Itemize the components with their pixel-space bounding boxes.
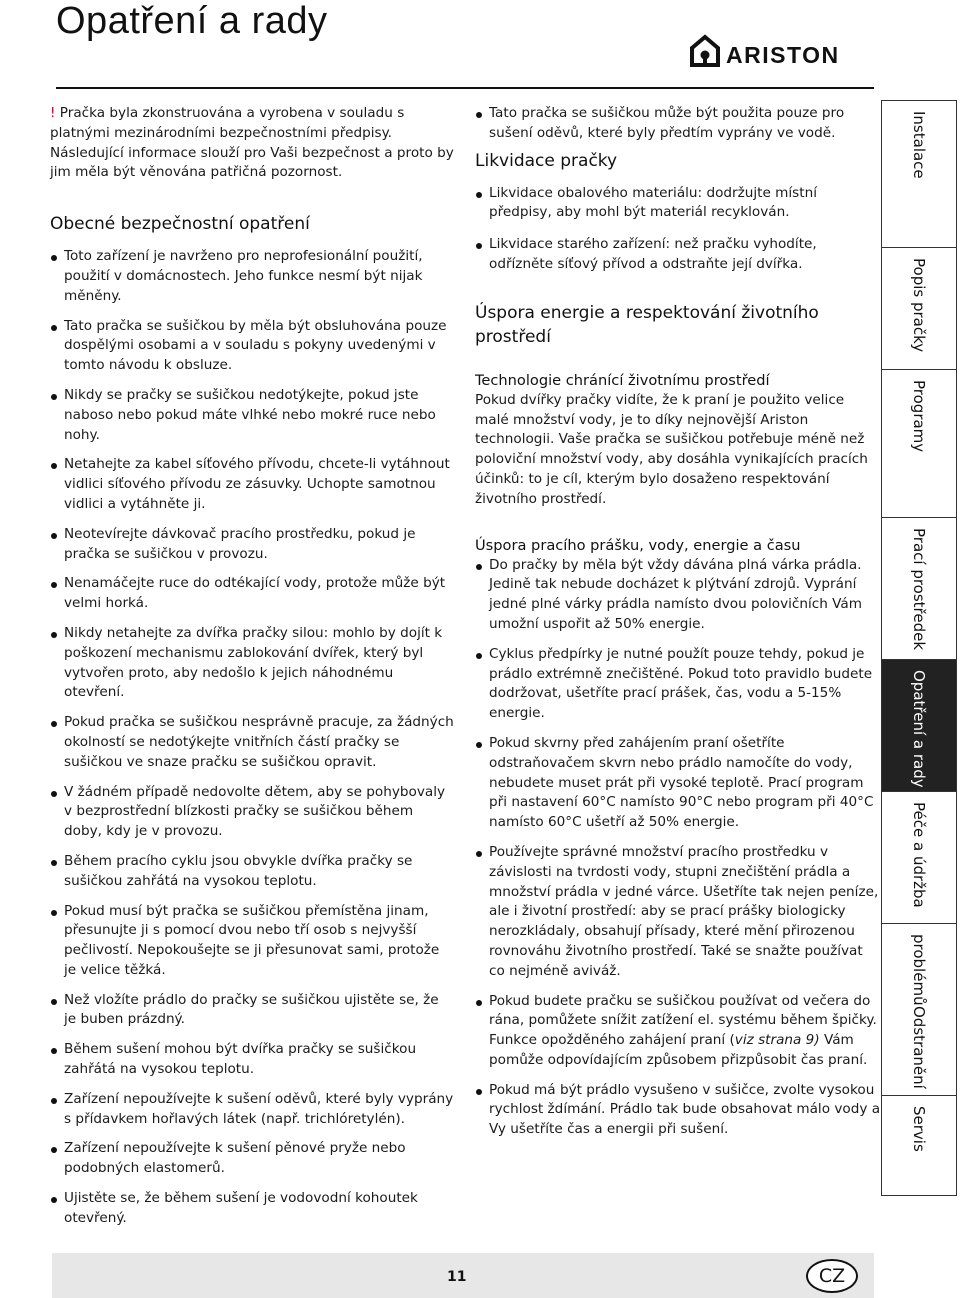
page-title: Opatření a rady	[56, 0, 328, 42]
house-logo-icon	[688, 34, 874, 68]
list-item: Pokud má být prádlo vysušeno v sušičce, zvolte vysokou rychlost ždímání. Prádlo tak bude obsahovat málo vody a Vy ušetříte čas a energii při sušení.	[475, 1081, 881, 1140]
tab-label: Programy	[910, 380, 928, 453]
energy-heading: Úspora energie a respektování životního prostředí	[475, 302, 819, 347]
left-column	[50, 104, 454, 1239]
tab-label: Popis pračky	[910, 258, 928, 353]
list-item: Pokud musí být pračka se sušičkou přemístěna jinam, přesunujte ji s pomocí dvou nebo tří osob s nejvyšší pečlivostí. Nepokoušejte se ji přesunovat sami, protože je velice těžká.	[50, 902, 454, 981]
list-item: Zařízení nepoužívejte k sušení oděvů, které byly vyprány s přídavkem hořlavých látek (např. trichlóretylén).	[50, 1090, 454, 1130]
list-item: Pokud skvrny před zahájením praní ošetříte odstraňovačem skvrn nebo prádlo namočíte do vody, nebudete muset prát při vysoké teplotě. Prací program při nastavení 60°C namísto 90°C nebo program při 40°C namísto 60°C ušetří až 50% energie.	[475, 734, 881, 833]
tab-servis[interactable]	[881, 1096, 957, 1196]
list-item: Během sušení mohou být dvířka pračky se sušičkou zahřátá na vysokou teplotu.	[50, 1040, 454, 1080]
list-item: Neotevírejte dávkovač pracího prostředku, pokud je pračka se sušičkou v provozu.	[50, 525, 454, 565]
header-rule	[56, 87, 874, 89]
delay-text-before: Pokud budete pračku se sušičkou používat od večera do rána, pomůžete snížit zatížení el. systému během špičky. Funkce opožděného zahájení praní (	[489, 992, 877, 1049]
page-number: 11	[447, 1269, 467, 1285]
ariston-logo	[688, 34, 874, 68]
list-item: Ujistěte se, že během sušení je vodovodní kohoutek otevřený.	[50, 1189, 454, 1229]
warning-mark: !	[50, 105, 56, 121]
tab-praci-prostredek[interactable]	[881, 518, 957, 660]
tab-label: Servis	[910, 1106, 928, 1152]
disposal-heading: Likvidace pračky	[475, 150, 618, 171]
list-item: Likvidace starého zařízení: než pračku vyhodíte, odřízněte síťový přívod a odstraňte její dvířka.	[475, 235, 881, 275]
tab-programy[interactable]	[881, 370, 957, 518]
list-item: Cyklus předpírky je nutné použít pouze tehdy, pokud je prádlo extrémně znečištěné. Pokud toto pravidlo budete dodržovat, ušetříte prací prášek, čas, vodu a 5-15% energie.	[475, 645, 881, 724]
tab-odstraneni-problemu[interactable]	[881, 924, 957, 1096]
list-item: Netahejte za kabel síťového přívodu, chcete-li vytáhnout vidlici síťového přívodu ze zásuvky. Uchopte samotnou vidlici a vytáhněte ji.	[50, 455, 454, 514]
page-reference: viz strana 9)	[734, 1032, 820, 1049]
list-item: Pokud pračka se sušičkou nesprávně pracuje, za žádných okolností se nedotýkejte vnitřních částí pračky se sušičkou ve snaze pračku se sušičkou opravit.	[50, 713, 454, 772]
list-item: Toto zařízení je navrženo pro neprofesionální použití, použití v domácnostech. Jeho funkce nesmí být nijak měněny.	[50, 247, 454, 306]
tab-instalace[interactable]	[881, 100, 957, 248]
list-item: Tato pračka se sušičkou může být použita pouze pro sušení oděvů, které byly předtím vyprány ve vodě.	[475, 104, 881, 144]
safety-heading: Obecné bezpečnostní opatření	[50, 214, 310, 235]
technology-heading: Technologie chránící životnímu prostředí	[475, 371, 770, 389]
saving-heading: Úspora pracího prášku, vody, energie a času	[475, 536, 801, 554]
list-item: Tato pračka se sušičkou by měla být obsluhována pouze dospělými osobami a v souladu s pokyny uvedenými v tomto návodu k obsluze.	[50, 317, 454, 376]
tab-label: Opatření a rady	[910, 670, 928, 788]
list-item: Používejte správné množství pracího prostředku v závislosti na tvrdosti vody, stupni znečištění prádla a množství prádla v jedné várce. Ušetříte tak nejen peníze, ale i životní prostředí: aby se prací prášky biologicky nerozkládaly, obsahují přísady, které mění přirozenou rovnováhu životního prostředí. Také se snažte používat co nejméně aviváž.	[475, 843, 881, 982]
list-item: V žádném případě nedovolte dětem, aby se pohybovaly v bezprostřední blízkosti pračky se sušičkou během doby, kdy je v provozu.	[50, 783, 454, 842]
tab-label	[910, 924, 928, 1088]
tab-label: Péče a údržba	[910, 802, 928, 908]
tab-label-line-1: Odstranění	[910, 1005, 928, 1089]
delay-text-after: Vám pomůže odpovídajícím způsobem přizpůsobit čas praní.	[489, 1032, 868, 1068]
list-item: Likvidace obalového materiálu: dodržujte místní předpisy, aby mohl být materiál recyklován.	[475, 184, 881, 224]
list-item: Nenamáčejte ruce do odtékající vody, protože může být velmi horká.	[50, 574, 454, 614]
section-tabs	[881, 100, 957, 1200]
right-column	[475, 104, 881, 1150]
country-badge: CZ	[806, 1259, 858, 1293]
list-item	[475, 992, 881, 1071]
technology-text: Pokud dvířky pračky vidíte, že k praní je použito velice malé množství vody, je to díky nejnovější Ariston technologii. Vaše pračka se sušičkou potřebuje méně než poloviční množství vody, aby dosáhla vynikajících pracích účinků: to je cíl, kterým bylo dosaženo respektování životního prostředí.	[475, 391, 868, 507]
intro-paragraph	[50, 104, 454, 183]
list-item: Zařízení nepoužívejte k sušení pěnové pryže nebo podobných elastomerů.	[50, 1139, 454, 1179]
list-item: Nikdy netahejte za dvířka pračky silou: mohlo by dojít k poškození mechanismu zablokování dvířek, který byl vytvořen proto, aby nedošlo k jejich náhodnému otevření.	[50, 624, 454, 703]
list-item: Během pracího cyklu jsou obvykle dvířka pračky se sušičkou zahřátá na vysokou teplotu.	[50, 852, 454, 892]
list-item: Než vložíte prádlo do pračky se sušičkou ujistěte se, že je buben prázdný.	[50, 991, 454, 1031]
tab-label: Prací prostředek	[910, 528, 928, 651]
list-item: Do pračky by měla být vždy dávána plná várka prádla. Jedině tak nebude docházet k plýtvání zdrojů. Vyprání jedné plné várky prádla namísto dvou polovičních Vám umožní uspořit až 50% energie.	[475, 556, 881, 635]
tab-label: Instalace	[910, 111, 928, 179]
intro-text: Pračka byla zkonstruována a vyrobena v souladu s platnými mezinárodními bezpečnostními předpisy. Následující informace slouží pro Vaši bezpečnost a proto by jim měla být věnována patřičná pozornost.	[50, 105, 454, 181]
brand-name: ARISTON	[726, 42, 840, 68]
tab-popis-pracky[interactable]	[881, 248, 957, 370]
tab-label-line-2: problémů	[910, 934, 928, 1006]
tab-opatreni-a-rady[interactable]	[881, 660, 957, 792]
list-item: Nikdy se pračky se sušičkou nedotýkejte, pokud jste naboso nebo pokud máte vlhké nebo mokré ruce nebo nohy.	[50, 386, 454, 445]
tab-pece-a-udrzba[interactable]	[881, 792, 957, 924]
